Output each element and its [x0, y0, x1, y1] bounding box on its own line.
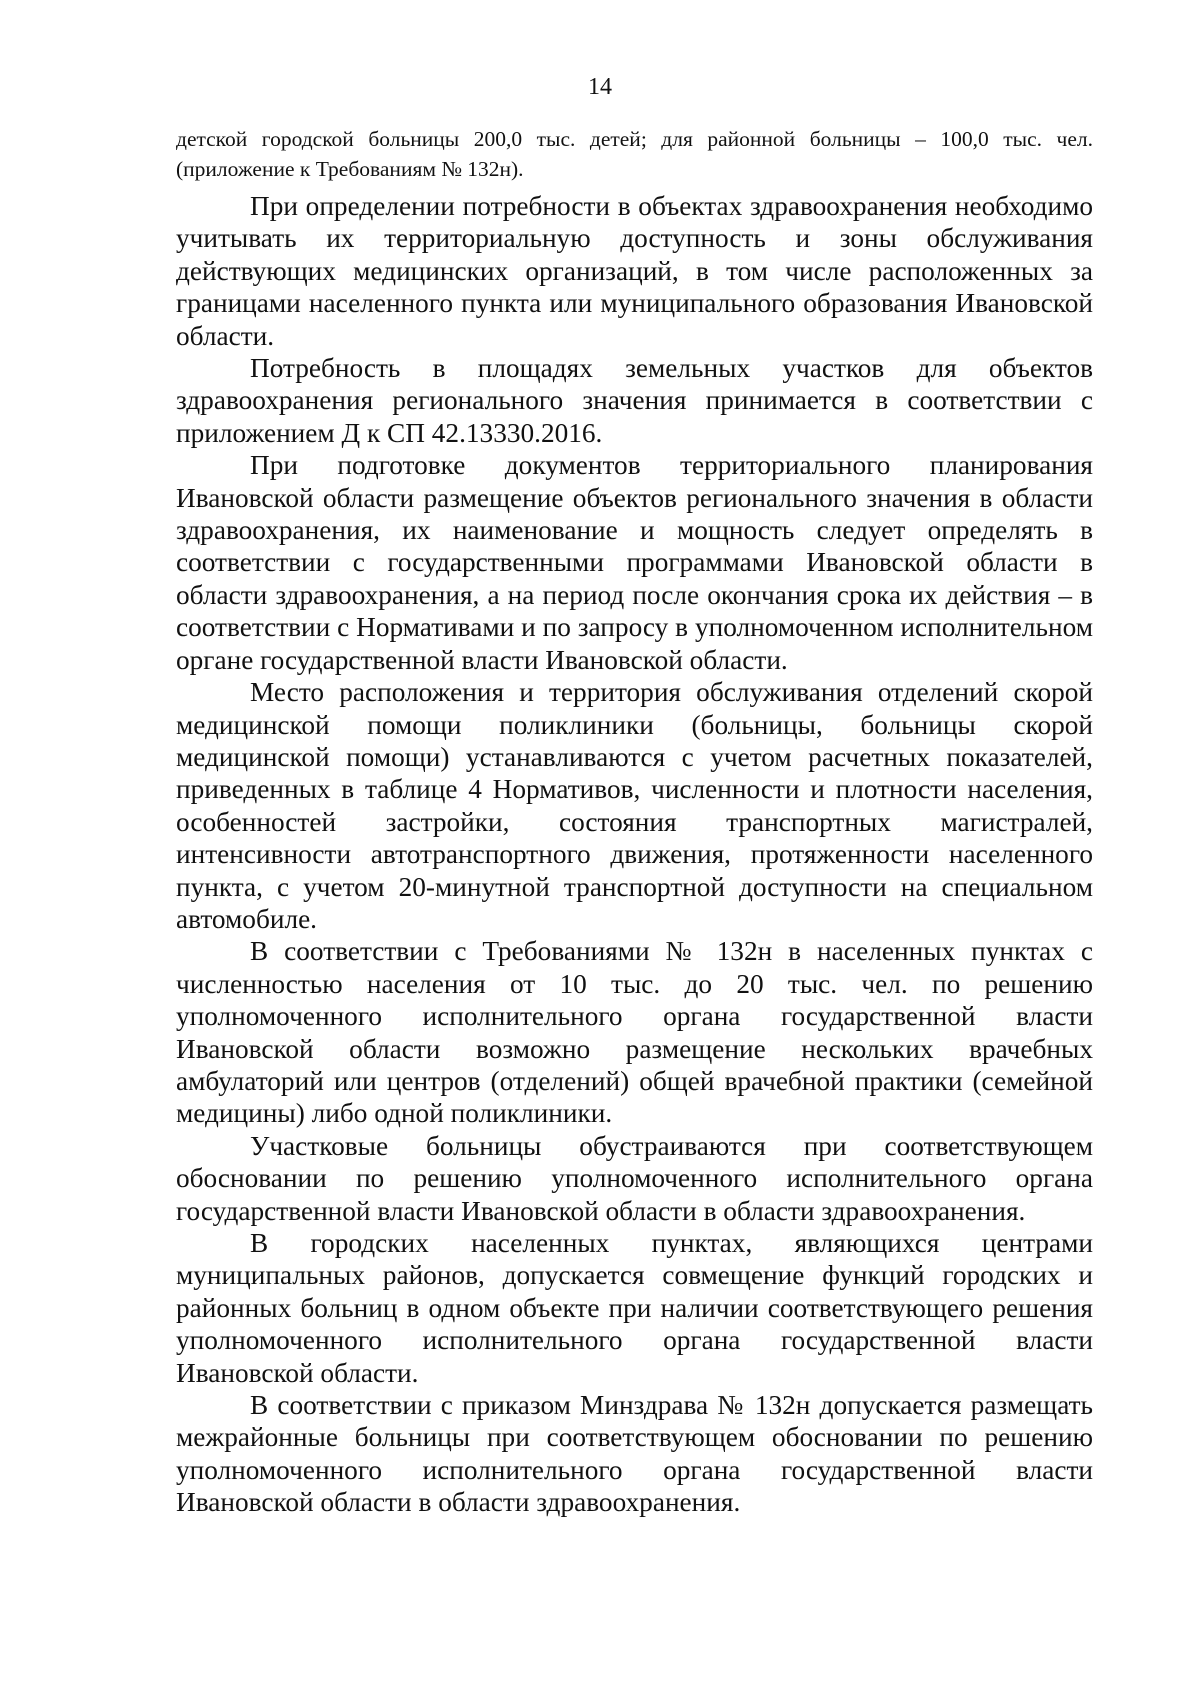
paragraph: Участковые больницы обустраиваются при соответствующем обосновании по решению уполномоченного исполнительного органа государственной власти Ивановской области в области здравоохранения. — [176, 1130, 1093, 1226]
page-number: 14 — [588, 74, 612, 100]
document-body — [176, 124, 1093, 1519]
continuation-text: детской городской больницы 200,0 тыс. детей; для районной больницы – 100,0 тыс. чел. (приложение к Требованиям № 132н). — [176, 127, 1093, 181]
paragraph: В соответствии с Требованиями № 132н в населенных пунктах с численностью населения от 10 тыс. до 20 тыс. чел. по решению уполномоченного исполнительного органа государственной власти Ивановской области возможно размещение нескольких врачебных амбулаторий или центров (отделений) общей врачебной практики (семейной медицины) либо одной поликлиники. — [176, 936, 1093, 1129]
paragraph: При определении потребности в объектах здравоохранения необходимо учитывать их территориальную доступность и зоны обслуживания действующих медицинских организаций, в том числе расположенных за границами населенного пункта или муниципального образования Ивановской области. — [176, 191, 1093, 351]
paragraph: При подготовке документов территориального планирования Ивановской области размещение объектов регионального значения в области здравоохранения, их наименование и мощность следует определять в соответствии с государственными программами Ивановской области в области здравоохранения, а на период после окончания срока их действия – в соответствии с Нормативами и по запросу в уполномоченном исполнительном органе государственной власти Ивановской области. — [176, 450, 1093, 675]
paragraph: Место расположения и территория обслуживания отделений скорой медицинской помощи поликлиники (больницы, больницы скорой медицинской помощи) устанавливаются с учетом расчетных показателей, приведенных в таблице 4 Нормативов, численности и плотности населения, особенностей застройки, состояния транспортных магистралей, интенсивности автотранспортного движения, протяженности населенного пункта, с учетом 20-минутной транспортной доступности на специальном автомобиле. — [176, 677, 1093, 934]
paragraph: В соответствии с приказом Минздрава № 132н допускается размещать межрайонные больницы при соответствующем обосновании по решению уполномоченного исполнительного органа государственной власти Ивановской области в области здравоохранения. — [176, 1390, 1093, 1518]
paragraph: В городских населенных пунктах, являющихся центрами муниципальных районов, допускается совмещение функций городских и районных больниц в одном объекте при наличии соответствующего решения уполномоченного исполнительного органа государственной власти Ивановской области. — [176, 1228, 1093, 1388]
paragraph: Потребность в площадях земельных участков для объектов здравоохранения регионального значения принимается в соответствии с приложением Д к СП 42.13330.2016. — [176, 353, 1093, 448]
